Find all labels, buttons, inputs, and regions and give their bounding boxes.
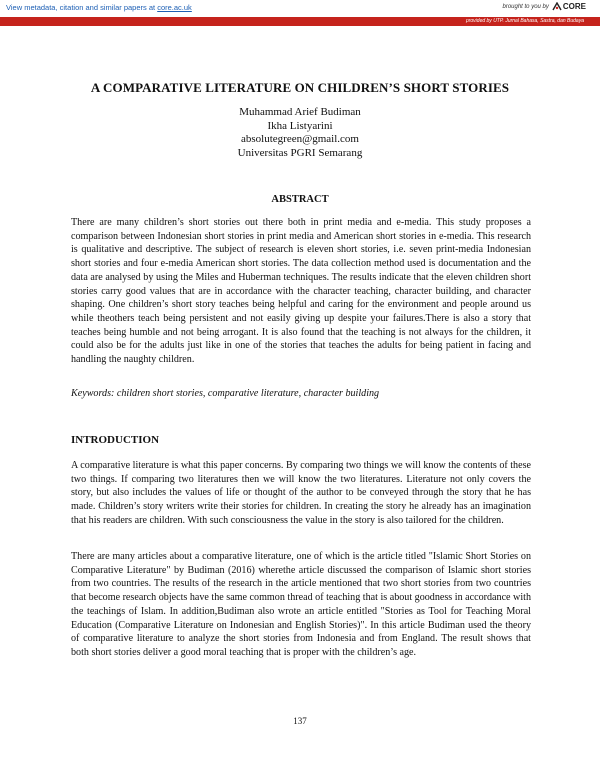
page-number: 137 <box>293 716 307 726</box>
brought-by-text: brought to you by <box>502 3 549 10</box>
core-logo[interactable] <box>552 2 586 11</box>
provided-by-bar <box>0 17 600 26</box>
intro-paragraph-2: There are many articles about a comparative literature, one of which is the article titled "Islamic Short Stories on Comparative Literature" by Budiman (2016) wherethe article discussed the comparison of Islamic short stories from two countries. The results of the research in the article mentioned that two short stories from two countries that become research objects have the same common thread of teaching that is about goodness in accordance with the teachings of Islam. In addition,Budiman also wrote an article entitled "Stories as Tool for Teaching Moral Education (Comparative Literature on Indonesian and English Stories)". In this article Budiman used the theory of comparative literature to analyze the short stories from Indonesia and from England. The result shows that both short stories deliver a good moral teaching that is proper with the children’s age. <box>71 551 531 658</box>
core-logo-icon <box>552 2 562 11</box>
paper-title: A COMPARATIVE LITERATURE ON CHILDREN’S SHORT STORIES <box>90 80 510 95</box>
core-link[interactable]: core.ac.uk <box>157 3 192 12</box>
metadata-notice <box>6 3 192 12</box>
metadata-text: View metadata, citation and similar papers at <box>6 3 156 12</box>
core-logo-text: CORE <box>562 2 586 11</box>
core-top-banner <box>0 0 600 16</box>
author-affiliation: Universitas PGRI Semarang <box>237 146 363 159</box>
keywords: Keywords: children short stories, comparative literature, character building <box>71 388 380 399</box>
brought-to-you-by <box>503 2 587 11</box>
abstract-heading: ABSTRACT <box>271 194 329 205</box>
intro-paragraph-1: A comparative literature is what this paper concerns. By comparing two things we will know the contents of these two things. If comparing two literatures then we will know the two literatures. Literature not only covers the story, but also includes the values of life or thought of the author to be conveyed through the story that he has made. Children’s story writers write their stories for children. In creating the story he already has an imagination that his readers are children. With such consciousness the value in the story is also tailored for the children. <box>71 460 531 526</box>
author-name: Ikha Listyarini <box>267 119 333 132</box>
author-email: absolutegreen@gmail.com <box>241 133 359 145</box>
author-name: Muhammad Arief Budiman <box>239 106 361 118</box>
abstract-text: There are many children’s short stories out there both in print media and e-media. This study proposes a comparison between Indonesian short stories in print media and American short stories in e-media. This research is qualitative and descriptive. The subject of research is eleven short stories, i.e. seven print-media Indonesian short stories and four e-media American short stories. The data collection method used is documentation and the data are analysed by using the Miles and Huberman techniques. The results indicate that the eleven children short stories carry good values that are in accordance with the character teaching, character building, and character shaping. One children’s short story teaches being helpful and caring for the environment and people around us while theothers teach being persistent and not easily giving up despite your failures.There is also a story that teaches being humble and not being arrogant. It is also found that the teaching is not always for the children, it could also be for the adults just like in one of the stories that teaches the adults for being patient in facing and handling the naughty children. <box>71 217 531 366</box>
provided-by-text: provided by UTP. Jurnal Bahasa, Sastra, dan Budaya <box>465 18 584 24</box>
introduction-heading: INTRODUCTION <box>71 434 160 446</box>
author-block <box>0 106 600 160</box>
